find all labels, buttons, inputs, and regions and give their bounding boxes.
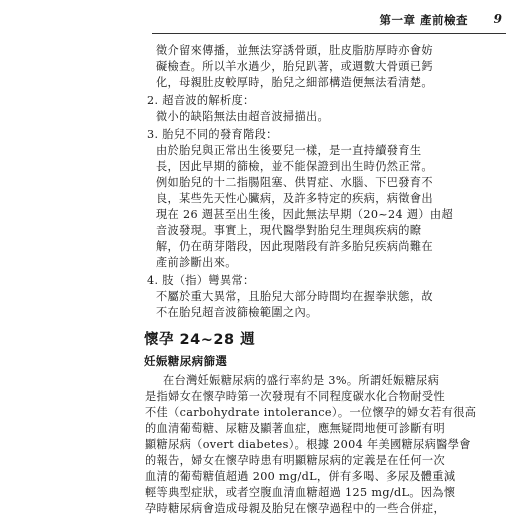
- body-text-line: 不屬於重大異常，且胎兒大部分時間均在握拳狀態，故: [156, 290, 433, 303]
- body-text-line: 礙檢查。所以羊水過少，胎兒趴著，或週數大骨頭已鈣: [156, 60, 433, 73]
- body-text-line: 孕時糖尿病會造成母親及胎兒在懷孕過程中的一些合併症，: [145, 502, 445, 515]
- body-text-line: 化，母親肚皮較厚時，胎兒之細部構造便無法看清楚。: [156, 76, 433, 89]
- body-text-line: 的報告，婦女在懷孕時患有明顯糖尿病的定義是在任何一次: [145, 454, 445, 467]
- body-text-line: 長，因此早期的篩檢，並不能保證到出生時仍然正常。: [156, 160, 433, 173]
- body-text-line: 血清的葡萄糖值超過 200 mg/dL，併有多喝、多尿及體重減: [145, 470, 456, 483]
- running-header: [0, 12, 520, 32]
- body-text-line: 音波發現。事實上，現代醫學對胎兒生理與疾病的瞭: [156, 224, 422, 237]
- list-item-label: 2. 超音波的解析度：: [147, 94, 255, 107]
- body-text-line: 顯糖尿病（overt diabetes）。根據 2004 年美國糖尿病醫學會: [145, 438, 471, 451]
- header-rule: [152, 33, 506, 34]
- section-subheading: 妊娠糖尿病篩選: [144, 354, 228, 368]
- section-heading: 懷孕 24~28 週: [144, 332, 256, 348]
- body-text-line: 解，仍在萌芽階段，因此現階段有許多胎兒疾病尚難在: [156, 240, 433, 253]
- body-text-line: 輕等典型症狀，或者空腹血清血糖超過 125 mg/dL。因為懷: [145, 486, 456, 499]
- body-text-line: 在台灣妊娠糖尿病的盛行率約是 3%。所謂妊娠糖尿病: [163, 374, 440, 387]
- body-text-line: 例如胎兒的十二指腸阻塞、供胃症、水腦、下巴發育不: [156, 176, 433, 189]
- list-item-label: 3. 胎兒不同的發育階段：: [147, 128, 278, 141]
- body-text-line: 現在 26 週甚至出生後，因此無法早期（20~24 週）由超: [156, 208, 454, 221]
- body-text-line: 良，某些先天性心臟病，及許多特定的疾病，病徵會出: [156, 192, 433, 205]
- body-text-line: 由於胎兒與正常出生後要兒一樣，是一直持續發育生: [156, 144, 422, 157]
- body-text-line: 不在胎兒超音波篩檢範圍之內。: [156, 306, 318, 319]
- body-text-line: 徵介留來傳播，並無法穿誘骨頭，肚皮脂肪厚時亦會妨: [156, 44, 433, 57]
- body-text-line: 的血清葡萄糖、尿糖及顯著血症，應無疑問地便可診斷有明: [145, 422, 445, 435]
- chapter-title: 第一章 產前檢查: [379, 13, 468, 27]
- body-text-line: 是指婦女在懷孕時第一次發現有不同程度碳水化合物耐受性: [145, 390, 445, 403]
- body-text-line: 不佳（carbohydrate intolerance）。一位懷孕的婦女若有很高: [145, 406, 477, 419]
- body-text-line: 產前診斷出來。: [156, 256, 237, 269]
- page-number: 9: [493, 12, 502, 26]
- list-item-label: 4. 肢（指）彎異常：: [147, 274, 255, 287]
- body-text-line: 微小的缺陷無法由超音波掃描出。: [156, 110, 330, 123]
